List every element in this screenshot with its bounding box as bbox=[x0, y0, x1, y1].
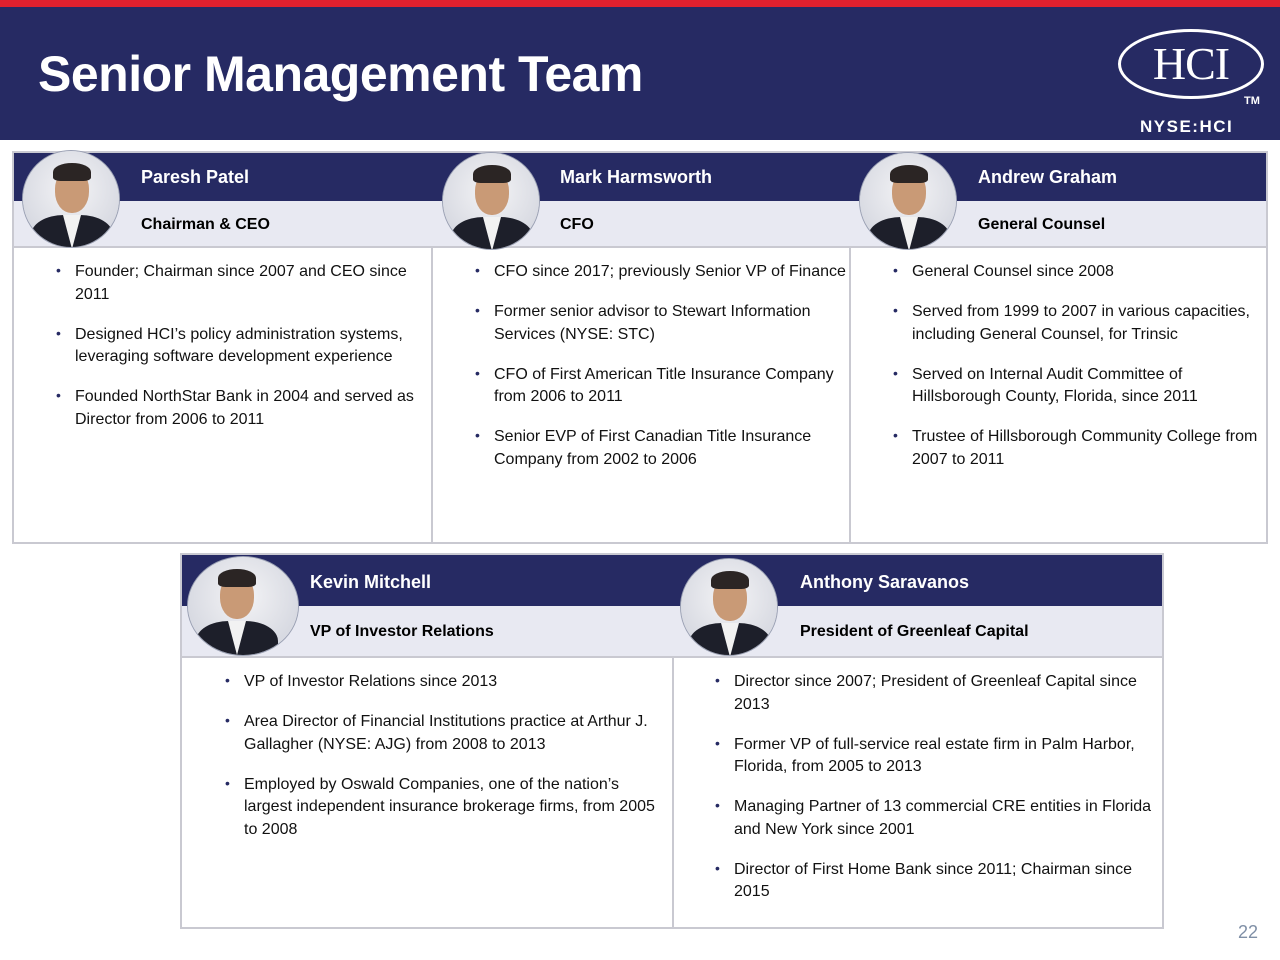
bio-item: • Senior EVP of First Canadian Title Insurance Company from 2002 to 2006 bbox=[475, 426, 847, 471]
bio-list bbox=[475, 261, 847, 489]
bio-item: • Former senior advisor to Stewart Information Services (NYSE: STC) bbox=[475, 301, 847, 346]
portrait-photo bbox=[22, 150, 120, 248]
member-name: Kevin Mitchell bbox=[310, 572, 432, 592]
team-card-paresh-patel bbox=[14, 153, 433, 542]
team-card-anthony-saravanos bbox=[672, 555, 1162, 927]
portrait-photo bbox=[680, 558, 778, 656]
member-role: President of Greenleaf Capital bbox=[800, 623, 1029, 640]
bio-item: • Employed by Oswald Companies, one of the nation’s largest independent insurance brokerage firms, from 2005 to 2008 bbox=[225, 774, 665, 842]
bio-item: • VP of Investor Relations since 2013 bbox=[225, 671, 665, 694]
portrait-photo bbox=[187, 556, 299, 656]
bio-item: • CFO of First American Title Insurance Company from 2006 to 2011 bbox=[475, 364, 847, 409]
bio-item: • Area Director of Financial Institutions practice at Arthur J. Gallagher (NYSE: AJG) from 2008 to 2013 bbox=[225, 711, 665, 756]
bio-item: • General Counsel since 2008 bbox=[893, 261, 1263, 284]
portrait-photo bbox=[442, 152, 540, 250]
bio-item: • Founder; Chairman since 2007 and CEO since 2011 bbox=[56, 261, 426, 306]
team-row-top bbox=[12, 151, 1268, 544]
member-name: Paresh Patel bbox=[141, 167, 250, 187]
team-card-andrew-graham bbox=[849, 153, 1266, 542]
top-accent-stripe bbox=[0, 0, 1280, 7]
page-title: Senior Management Team bbox=[38, 46, 643, 102]
bio-item: • Designed HCI’s policy administration systems, leveraging software development experience bbox=[56, 324, 426, 369]
bio-item: • Trustee of Hillsborough Community College from 2007 to 2011 bbox=[893, 426, 1263, 471]
team-card-mark-harmsworth bbox=[431, 153, 851, 542]
member-name: Mark Harmsworth bbox=[560, 167, 713, 187]
member-role: Chairman & CEO bbox=[141, 216, 270, 233]
team-card-kevin-mitchell bbox=[182, 555, 674, 927]
member-name: Anthony Saravanos bbox=[800, 572, 970, 592]
trademark-mark: TM bbox=[1244, 95, 1260, 107]
page-number: 22 bbox=[1238, 922, 1259, 942]
bio-item: • Former VP of full-service real estate firm in Palm Harbor, Florida, from 2005 to 2013 bbox=[715, 734, 1160, 779]
portrait-photo bbox=[859, 152, 957, 250]
slide-header bbox=[0, 7, 1280, 140]
member-role: VP of Investor Relations bbox=[310, 623, 494, 640]
member-role: CFO bbox=[560, 216, 594, 233]
bio-list bbox=[893, 261, 1263, 489]
bio-list bbox=[225, 671, 665, 859]
bio-item: • Founded NorthStar Bank in 2004 and served as Director from 2006 to 2011 bbox=[56, 386, 426, 431]
hci-logo-text: HCI bbox=[1152, 38, 1230, 89]
member-name: Andrew Graham bbox=[978, 167, 1118, 187]
bio-item: • Director of First Home Bank since 2011; Chairman since 2015 bbox=[715, 859, 1160, 904]
bio-item: • CFO since 2017; previously Senior VP of Finance bbox=[475, 261, 847, 284]
bio-item: • Managing Partner of 13 commercial CRE entities in Florida and New York since 2001 bbox=[715, 796, 1160, 841]
bio-list bbox=[715, 671, 1160, 921]
bio-item: • Served from 1999 to 2007 in various capacities, including General Counsel, for Trinsic bbox=[893, 301, 1263, 346]
team-row-bottom bbox=[180, 553, 1164, 929]
bio-item: • Director since 2007; President of Greenleaf Capital since 2013 bbox=[715, 671, 1160, 716]
bio-item: • Served on Internal Audit Committee of Hillsborough County, Florida, since 2011 bbox=[893, 364, 1263, 409]
member-role: General Counsel bbox=[978, 216, 1106, 233]
bio-list bbox=[56, 261, 426, 449]
stock-ticker: NYSE:HCI bbox=[1140, 117, 1234, 136]
